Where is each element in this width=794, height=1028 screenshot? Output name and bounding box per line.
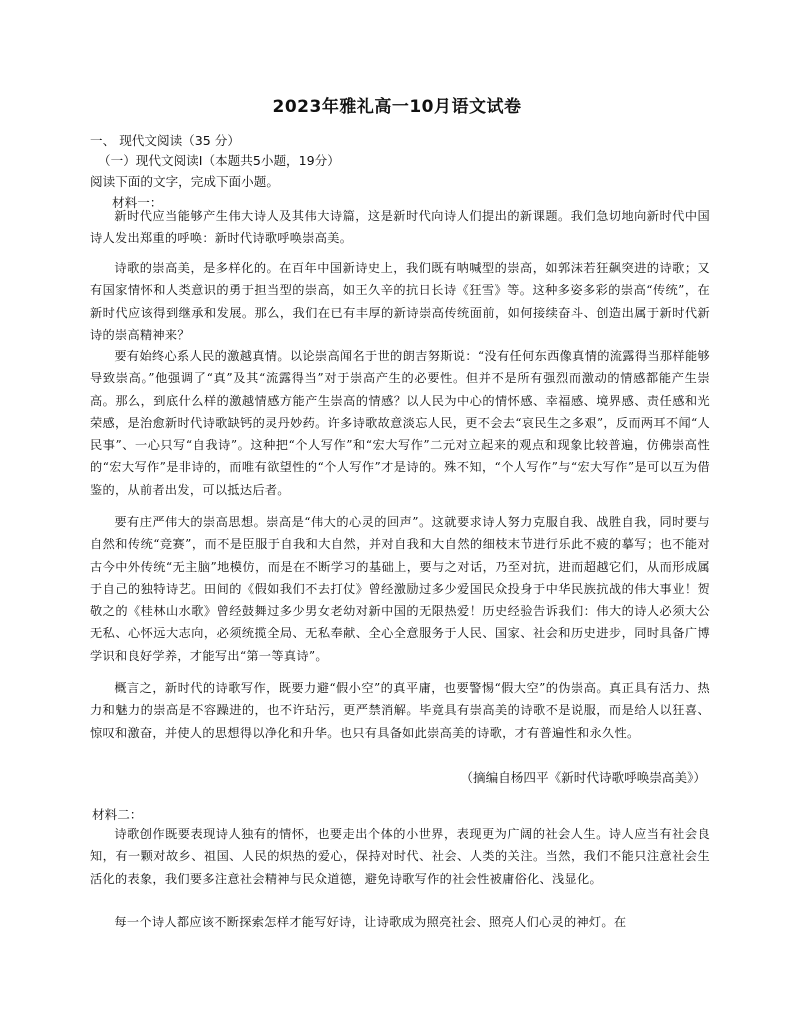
- material2-paragraph-2: 每一个诗人都应该不断探索怎样才能写好诗，让诗歌成为照亮社会、照亮人们心灵的神灯。在: [114, 915, 627, 929]
- material2-label: 材料二：: [92, 807, 143, 822]
- subsection-heading: （一）现代文阅读Ⅰ（本题共5小题，19分）: [98, 153, 340, 168]
- material1-paragraph-5: 概言之，新时代的诗歌写作，既要力避“假小空”的真平庸，也要警惕“假大空”的伪崇高。真正具有活力、热力和魅力的崇高是不容躁进的，也不许玷污，更严禁消解。毕竟具有崇高美的诗歌不是说服，而是给人以狂喜、惊叹和激奋，并使人的思想得以净化和升华。也只有具备如此崇高美的诗歌，才有普遍性和永久性。: [90, 681, 710, 740]
- material1-paragraph-2: 诗歌的崇高美，是多样化的。在百年中国新诗史上，我们既有呐喊型的崇高，如郭沫若狂飙突进的诗歌；又有国家情怀和人类意识的勇于担当型的崇高，如王久辛的抗日长诗《狂雪》等。这种多姿多彩的崇高“传统”，在新时代应该得到继承和发展。那么，我们在已有丰厚的新诗崇高传统面前，如何接续奋斗、创造出属于新时代新诗的崇高精神来？: [90, 261, 710, 342]
- material1-label: 材料一：: [112, 195, 163, 210]
- material1-paragraph-4: 要有庄严伟大的崇高思想。崇高是“伟大的心灵的回声”。这就要求诗人努力克服自我、战胜自我，同时要与自然和传统“竞赛”，而不是臣服于自我和大自然，并对自我和大自然的细枝末节进行乐此不疲的摹写；也不能对古今中外传统“无主脑”地模仿，而是在不断学习的基础上，要与之对话，乃至对抗，进而超越它们，从而形成属于自己的独特诗艺。田间的《假如我们不去打仗》曾经激励过多少爱国民众投身于中华民族抗战的伟大事业！贺敬之的《桂林山水歌》曾经鼓舞过多少男女老幼对新中国的无限热爱！历史经验告诉我们：伟大的诗人必须大公无私、心怀远大志向，必须统揽全局、无私奉献、全心全意服务于人民、国家、社会和历史进步，同时具备广博学识和良好学养，才能写出“第一等真诗”。: [90, 515, 710, 663]
- page-title: 2023年雅礼高一10月语文试卷: [272, 97, 522, 117]
- material1-paragraph-3: 要有始终心系人民的激越真情。以论崇高闻名于世的朗吉努斯说：“没有任何东西像真情的流露得当那样能够导致崇高。”他强调了“真”及其“流露得当”对于崇高产生的必要性。但并不是所有强烈而激动的情感都能产生崇高。那么，到底什么样的激越情感方能产生崇高的情感？以人民为中心的情怀感、幸福感、境界感、责任感和光荣感，是治愈新时代诗歌缺钙的灵丹妙药。许多诗歌故意淡忘人民，更不会去“哀民生之多艰”，反而两耳不闻“人民事”、一心只写“自我诗”。这种把“个人写作”和“宏大写作”二元对立起来的观点和现象比较普遍，仿佛崇高性的“宏大写作”是非诗的，而唯有欲望性的“个人写作”才是诗的。殊不知，“个人写作”与“宏大写作”是可以互为借鉴的，从前者出发，可以抵达后者。: [90, 349, 710, 497]
- material2-paragraph-1: 诗歌创作既要表现诗人独有的情怀，也要走出个体的小世界，表现更为广阔的社会人生。诗人应当有社会良知，有一颗对故乡、祖国、人民的炽热的爱心，保持对时代、社会、人类的关注。当然，我们不能只注意社会生活化的表象，我们要多注意社会精神与民众道德，避免诗歌写作的社会性被庸俗化、浅显化。: [90, 827, 710, 886]
- section-heading: 一、 现代文阅读（35 分）: [90, 133, 240, 148]
- material1-source: （摘编自杨四平《新时代诗歌呼唤崇高美》）: [460, 770, 706, 785]
- material1-paragraph-1: 新时代应当能够产生伟大诗人及其伟大诗篇，这是新时代向诗人们提出的新课题。我们急切地向新时代中国诗人发出郑重的呼唤：新时代诗歌呼唤崇高美。: [90, 209, 710, 246]
- instruction-text: 阅读下面的文字，完成下面小题。: [90, 174, 279, 189]
